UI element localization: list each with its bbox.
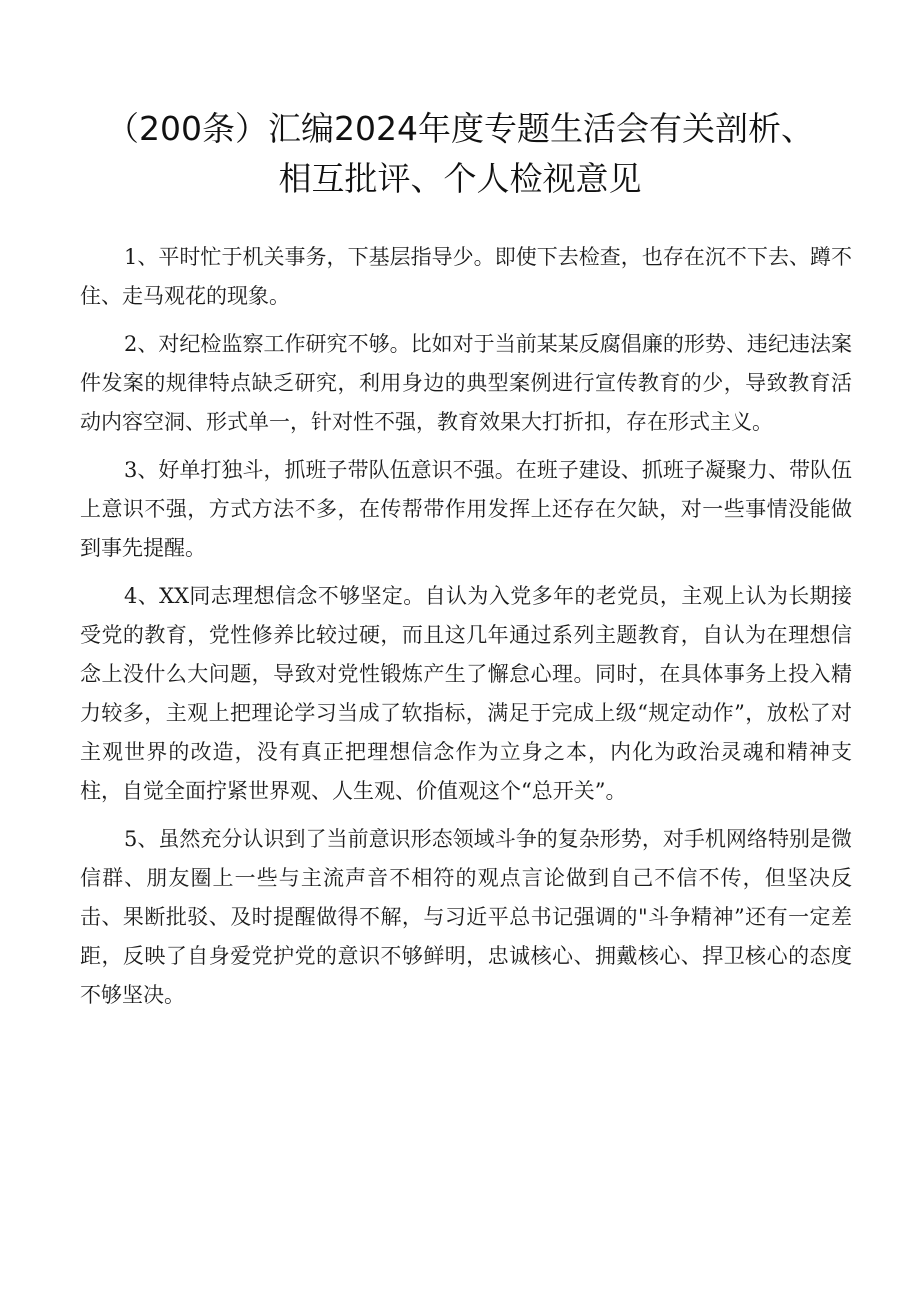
paragraph-1: 1、平时忙于机关事务，下基层指导少。即使下去检查，也存在沉不下去、蹲不住、走马观花的现象。 xyxy=(80,245,852,308)
document-title-line-1: （200条）汇编2024年度专题生活会有关剖析、 xyxy=(106,109,814,148)
document-title-line-2: 相互批评、个人检视意见 xyxy=(278,159,642,198)
paragraph-5: 5、虽然充分认识到了当前意识形态领域斗争的复杂形势，对手机网络特别是微信群、朋友圈上一些与主流声音不相符的观点言论做到自己不信不传，但坚决反击、果断批驳、及时提醒做得不解，与习近平总书记强调的"斗争精神”还有一定差距，反映了自身爱党护党的意识不够鲜明，忠诚核心、拥戴核心、捍卫核心的态度不够坚决。 xyxy=(80,827,852,1007)
paragraph-4: 4、XX同志理想信念不够坚定。自认为入党多年的老党员，主观上认为长期接受党的教育，党性修养比较过硬，而且这几年通过系列主题教育，自认为在理想信念上没什么大问题，导致对党性锻炼产生了懈怠心理。同时，在具体事务上投入精力较多，主观上把理论学习当成了软指标，满足于完成上级“规定动作”，放松了对主观世界的改造，没有真正把理想信念作为立身之本，内化为政治灵魂和精神支柱，自觉全面拧紧世界观、人生观、价值观这个“总开关”。 xyxy=(80,584,852,803)
paragraph-3: 3、好单打独斗，抓班子带队伍意识不强。在班子建设、抓班子凝聚力、带队伍上意识不强，方式方法不多，在传帮带作用发挥上还存在欠缺，对一些事情没能做到事先提醒。 xyxy=(80,458,852,560)
document-body xyxy=(80,238,852,1024)
paragraph-2: 2、对纪检监察工作研究不够。比如对于当前某某反腐倡廉的形势、违纪违法案件发案的规律特点缺乏研究，利用身边的典型案例进行宣传教育的少，导致教育活动内容空洞、形式单一，针对性不强，教育效果大打折扣，存在形式主义。 xyxy=(80,332,852,434)
document-title xyxy=(60,104,860,204)
